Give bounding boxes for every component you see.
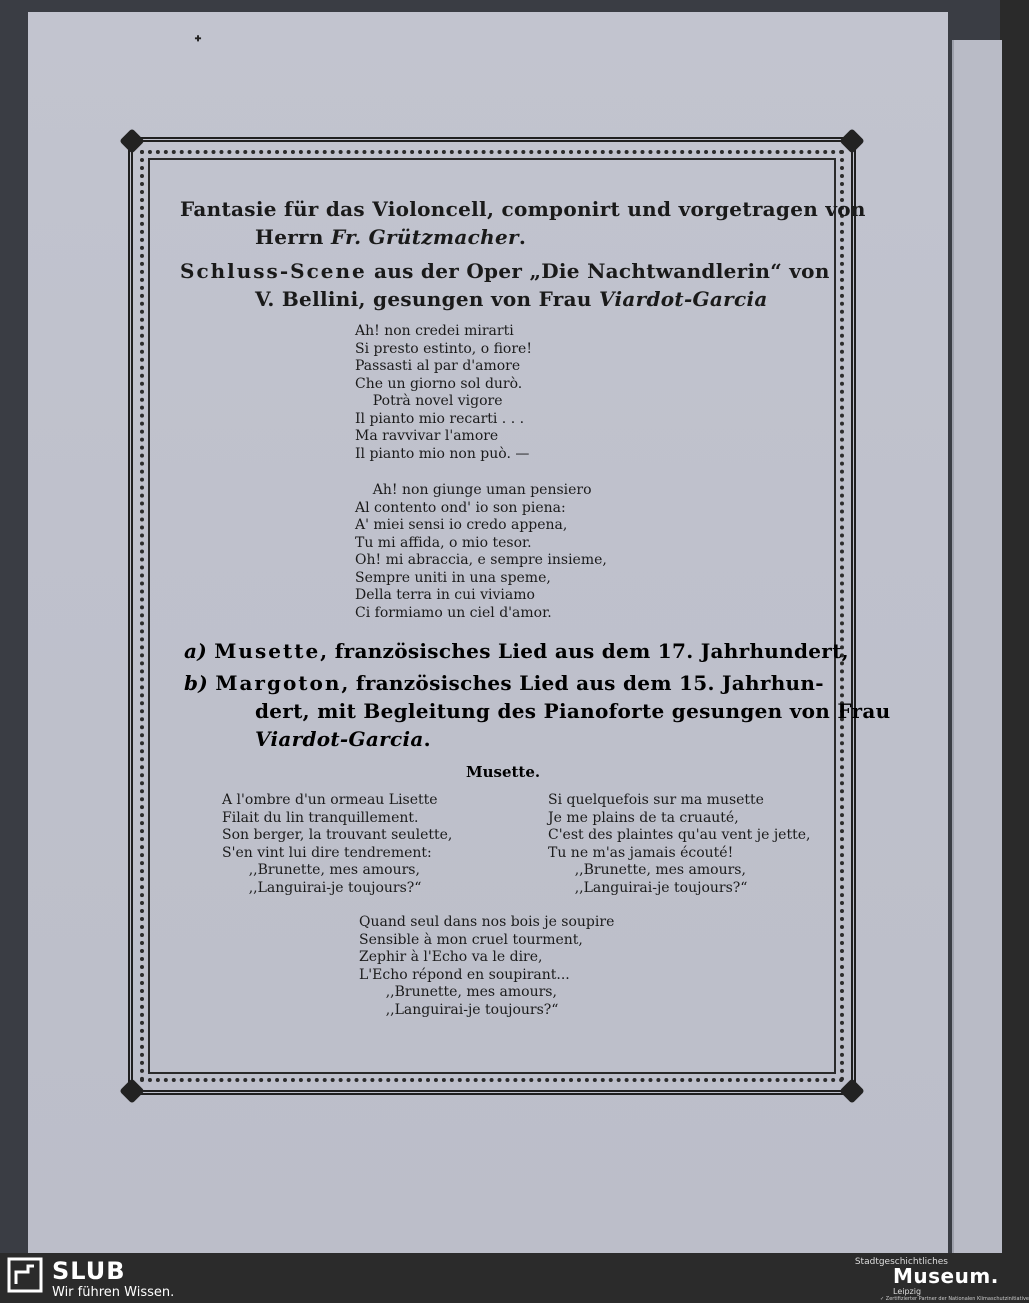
heading-fantasie-line2 [180, 223, 866, 251]
musette-line: ,,Brunette, mes amours, [359, 984, 557, 1000]
heading-margoton-item [184, 669, 891, 753]
poem-line: Al contento ond' io son piena: [355, 499, 566, 516]
singer-name-2: Viardot-Garcia [255, 727, 424, 751]
heading-schluss-line1 [180, 257, 830, 285]
musette-verse-right [548, 792, 810, 897]
slub-logo-icon [8, 1258, 42, 1292]
museum-label-small: Stadtgeschichtliches [854, 1257, 948, 1267]
herrn-text: Herrn [255, 225, 331, 249]
musette-line: Quand seul dans nos bois je soupire [359, 914, 615, 930]
margoton-line3 [184, 725, 891, 753]
schluss-scene-title: Schluss-Scene [180, 259, 367, 283]
poem-line: Sempre uniti in una speme, [355, 569, 551, 586]
poem-line: Il pianto mio recarti . . . [355, 410, 525, 427]
musette-line: A l'ombre d'un ormeau Lisette [222, 792, 438, 808]
item-marker-b: b) [184, 671, 209, 695]
singer-name: Viardot-Garcia [599, 287, 768, 311]
poem-line: Ci formiamo un ciel d'amor. [355, 604, 552, 621]
poem-line: Ah! non giunge uman pensiero [355, 482, 592, 498]
musette-line: C'est des plaintes qu'au vent je jette, [548, 827, 811, 843]
poem-line: A' miei sensi io credo appena, [355, 517, 568, 533]
item-marker-a: a) [184, 639, 208, 663]
museum-name: Museum. [893, 1264, 999, 1288]
schluss-scene-rest: aus der Oper „Die Nachtwandlerin“ von [366, 259, 830, 283]
heading-musette-item [184, 637, 849, 665]
margoton-description: , französisches Lied aus dem 15. Jahrhun- [341, 671, 824, 695]
slub-name: SLUB [52, 1257, 126, 1285]
musette-line: ,,Brunette, mes amours, [548, 862, 746, 878]
musette-line: Je me plains de ta cruauté, [548, 809, 739, 826]
heading-schluss-line2 [180, 285, 830, 313]
musette-line: L'Echo répond en soupirant... [359, 966, 570, 983]
musette-line: S'en vint lui dire tendrement: [222, 844, 432, 861]
musette-description: , französisches Lied aus dem 17. Jahrhundert, [320, 639, 849, 663]
museum-city: Leipzig [893, 1287, 922, 1296]
poem-line: Tu mi affida, o mio tesor. [355, 534, 532, 551]
musette-verse-center [359, 914, 614, 1019]
poem-line: Il pianto mio non può. — [355, 445, 530, 462]
musette-line: Filait du lin tranquillement. [222, 809, 419, 826]
poem-line: Che un giorno sol durò. [355, 375, 523, 392]
heading-schluss-scene [180, 257, 830, 313]
musette-line: ,,Languirai-je toujours?“ [359, 1001, 559, 1018]
poem-italian-2 [355, 482, 607, 622]
footer-bar [0, 1253, 1029, 1303]
poem-line: Oh! mi abraccia, e sempre insieme, [355, 552, 607, 568]
poem-line: Si presto estinto, o fiore! [355, 340, 532, 357]
musette-line: ,,Languirai-je toujours?“ [222, 879, 422, 896]
musette-line: Tu ne m'as jamais écouté! [548, 844, 734, 861]
musette-line: ,,Languirai-je toujours?“ [548, 879, 748, 896]
bellini-text: V. Bellini, gesungen von Frau [255, 287, 600, 311]
margoton-line1 [184, 669, 891, 697]
musette-title: Musette [214, 639, 321, 663]
poem-line: Della terra in cui viviamo [355, 587, 535, 603]
musette-line: Son berger, la trouvant seulette, [222, 827, 453, 843]
adjacent-page-edge [952, 40, 1002, 1253]
museum-partner-note: ✓ Zertifizierter Partner der Nationalen Klimaschutzinitiative [880, 1296, 1029, 1302]
musette-subtitle: Musette. [466, 763, 541, 781]
margoton-line2: dert, mit Begleitung des Pianoforte gesungen von Frau [255, 699, 891, 723]
poem-line: Passasti al par d'amore [355, 358, 521, 374]
poem-italian-1 [355, 323, 532, 463]
musette-line: Si quelquefois sur ma musette [548, 792, 764, 808]
period-2: . [423, 727, 431, 751]
musette-verse-left [222, 792, 452, 897]
margoton-title: Margoton [215, 671, 342, 695]
composer-name: Fr. Grützmacher [331, 225, 519, 249]
period: . [518, 225, 527, 249]
poem-line: Ah! non credei mirarti [355, 323, 514, 339]
musette-line: ,,Brunette, mes amours, [222, 862, 420, 878]
poem-line: Potrà novel vigore [355, 393, 503, 409]
musette-line: Zephir à l'Echo va le dire, [359, 949, 543, 965]
heading-fantasie [180, 195, 866, 251]
slub-tagline: Wir führen Wissen. [52, 1285, 175, 1300]
heading-fantasie-line1: Fantasie für das Violoncell, componirt und vorgetragen von [180, 197, 866, 221]
poem-line: Ma ravvivar l'amore [355, 428, 499, 444]
page-mark: ᐩ [194, 30, 202, 54]
musette-line: Sensible à mon cruel tourment, [359, 931, 583, 948]
